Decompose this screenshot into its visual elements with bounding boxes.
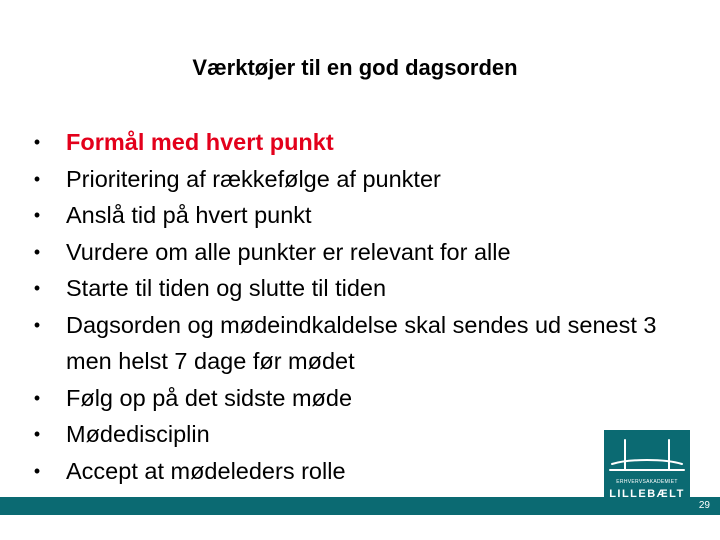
bullet-text: Formål med hvert punkt [66, 129, 334, 155]
bullet-item [30, 161, 690, 198]
bullet-list [30, 124, 690, 489]
bullet-text: Starte til tiden og slutte til tiden [66, 275, 387, 301]
bullet-item [30, 307, 690, 380]
bullet-item [30, 234, 690, 271]
bullet-dot-icon: • [33, 205, 41, 225]
bullet-item [30, 453, 690, 490]
bullet-text: Mødedisciplin [66, 421, 210, 447]
bullet-text: Følg op på det sidste møde [66, 384, 353, 411]
bullet-item [30, 124, 690, 161]
bullet-item [30, 416, 690, 453]
bullet-item [30, 270, 690, 307]
bullet-dot-icon: • [33, 241, 41, 262]
bullet-dot-icon: • [33, 460, 41, 481]
logo-text-main: LILLEBÆLT [609, 488, 685, 500]
page-number: 29 [698, 500, 710, 511]
bullet-dot-icon: • [33, 387, 41, 408]
bullet-text: Vurdere om alle punkter er relevant for alle [66, 238, 511, 265]
slide-title: Værktøjer til en god dagsorden [192, 55, 518, 80]
bullet-text: Prioritering af rækkefølge af punkter [66, 165, 441, 192]
bullet-dot-icon: • [33, 278, 41, 298]
bullet-dot-icon: • [33, 424, 41, 444]
bullet-text: Dagsorden og mødeindkaldelse skal sendes ud senest 3 men helst 7 dage før mødet [66, 311, 657, 374]
bullet-text: Anslå tid på hvert punkt [66, 202, 312, 228]
bullet-text: Accept at mødeleders rolle [66, 457, 346, 484]
bullet-dot-icon: • [33, 314, 41, 335]
bullet-dot-icon: • [33, 132, 41, 152]
logo-text-top: ERHVERVSAKADEMIET [616, 479, 678, 485]
logo [604, 430, 690, 510]
bullet-item [30, 197, 690, 234]
bullet-item [30, 380, 690, 417]
bullet-dot-icon: • [33, 168, 41, 189]
bridge-icon [604, 430, 690, 480]
